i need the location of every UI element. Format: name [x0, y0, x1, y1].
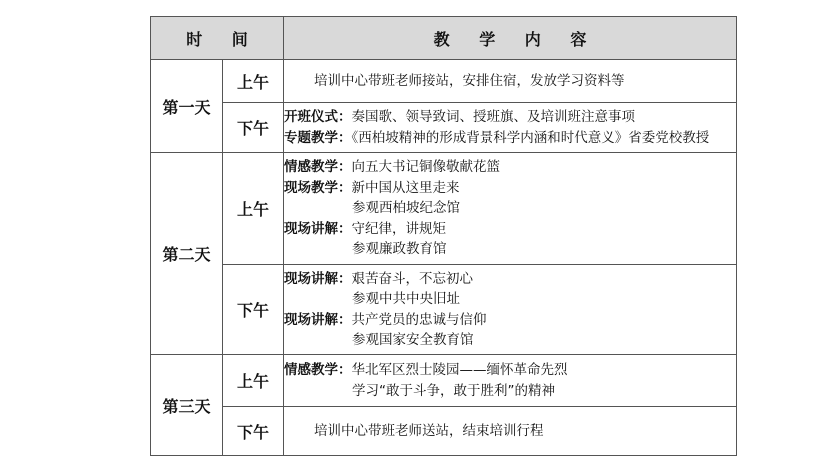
day-2-am-label: 上午 — [223, 153, 284, 265]
content-header: 教 学 内 容 — [284, 17, 737, 60]
table-row — [151, 60, 737, 103]
day-1-am-content: 培训中心带班老师接站，安排住宿，发放学习资料等 — [284, 60, 737, 103]
schedule-table — [150, 16, 737, 456]
day-1-pm-label: 下午 — [223, 103, 284, 153]
day-1-pm-content: 开班仪式：奏国歌、领导致词、授班旗、及培训班注意事项 专题教学：《西柏坡精神的形成背景科学内涵和时代意义》省委党校教授 — [284, 103, 737, 153]
day-2-pm-label: 下午 — [223, 265, 284, 355]
day-3-label: 第三天 — [151, 355, 223, 456]
table-row — [151, 265, 737, 355]
day-3-pm-content: 培训中心带班老师送站，结束培训行程 — [284, 407, 737, 456]
day-2-pm-content: 现场讲解：艰苦奋斗，不忘初心 参观中共中央旧址 现场讲解：共产党员的忠诚与信仰 参观国家安全教育馆 — [284, 265, 737, 355]
day-2-label: 第二天 — [151, 153, 223, 355]
day-3-am-label: 上午 — [223, 355, 284, 407]
table-row — [151, 103, 737, 153]
day-2-am-content: 情感教学：向五大书记铜像敬献花篮 现场教学：新中国从这里走来 参观西柏坡纪念馆 现场讲解：守纪律，讲规矩 参观廉政教育馆 — [284, 153, 737, 265]
time-header: 时 间 — [151, 17, 284, 60]
header-row — [151, 17, 737, 60]
table-row — [151, 407, 737, 456]
day-3-am-content: 情感教学：华北军区烈士陵园——缅怀革命先烈 学习“敢于斗争，敢于胜利”的精神 — [284, 355, 737, 407]
day-3-pm-label: 下午 — [223, 407, 284, 456]
table-row — [151, 355, 737, 407]
table-row — [151, 153, 737, 265]
day-1-am-label: 上午 — [223, 60, 284, 103]
day-1-label: 第一天 — [151, 60, 223, 153]
